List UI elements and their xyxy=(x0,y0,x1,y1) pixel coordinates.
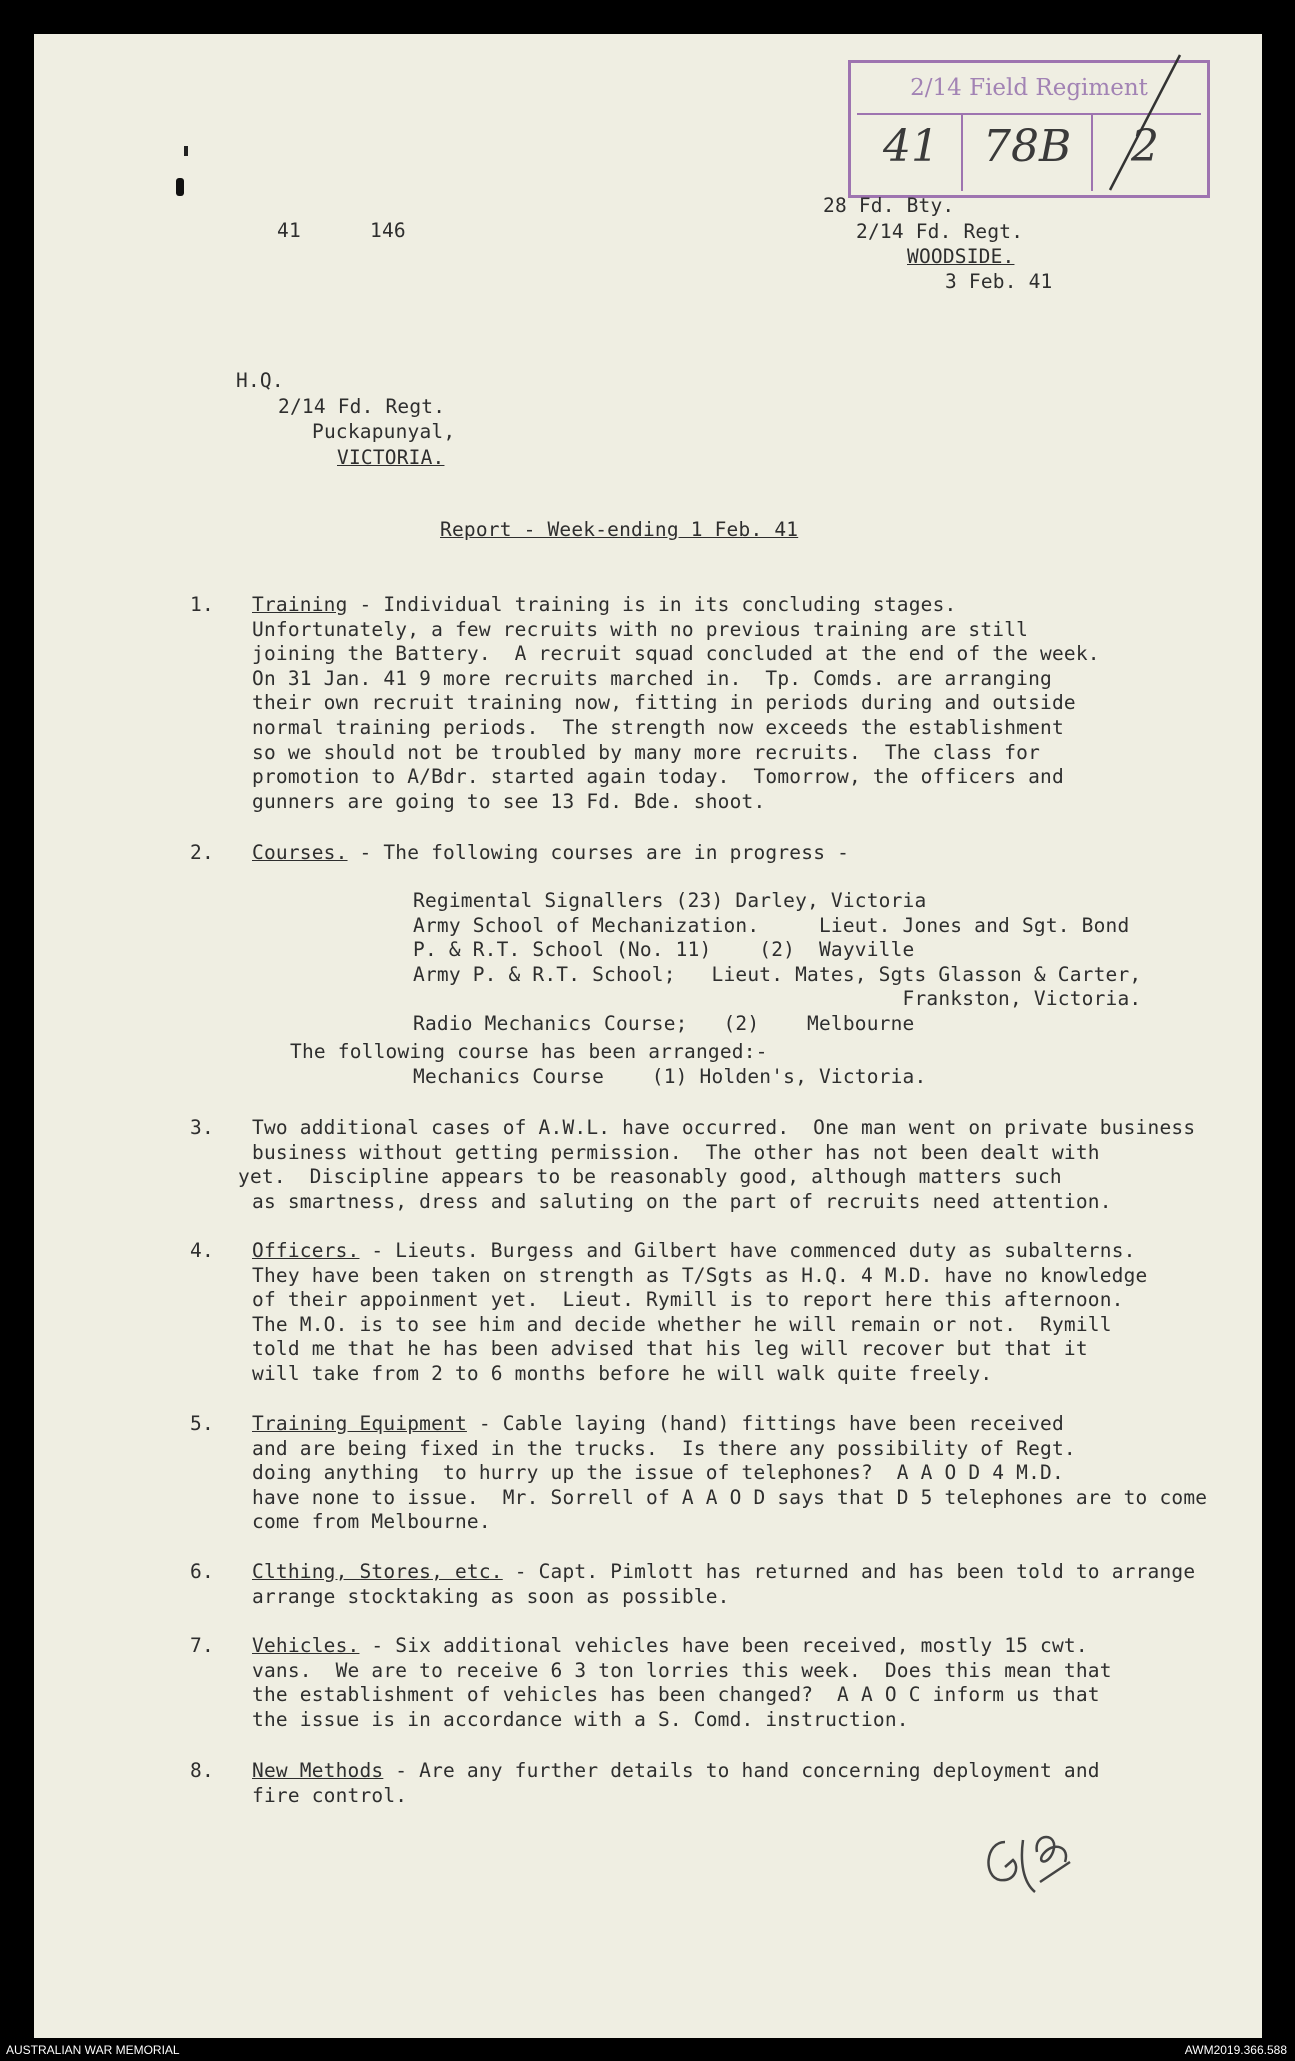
stamp-cell-folio: 2 xyxy=(1131,121,1159,172)
paragraph-line: - Capt. Pimlott has returned and has been told to arrange xyxy=(502,1560,1196,1583)
paragraph-line: doing anything to hurry up the issue of telephones? A A O D 4 M.D. xyxy=(252,1461,1064,1485)
paragraph-line: The M.O. is to see him and decide whether he will remain or not. Rymill xyxy=(252,1312,1112,1336)
stamp-cell-number: 78B xyxy=(983,121,1072,172)
paragraph-line: and are being fixed in the trucks. Is there any possibility of Regt. xyxy=(252,1436,1076,1460)
paragraph-number: 8. xyxy=(190,1759,214,1782)
paragraph-heading: New Methods xyxy=(252,1759,384,1782)
paragraph-heading: Courses. xyxy=(252,841,348,864)
paragraph-line: will take from 2 to 6 months before he will walk quite freely. xyxy=(252,1361,993,1385)
paragraph-line: - Lieuts. Burgess and Gilbert have commenced duty as subalterns. xyxy=(359,1239,1136,1262)
paragraph-line: the issue is in accordance with a S. Comd. instruction. xyxy=(252,1707,909,1731)
paragraph-line: On 31 Jan. 41 9 more recruits marched in. Tp. Comds. are arranging xyxy=(252,666,1052,690)
paragraph-line: - Are any further details to hand concerning deployment and xyxy=(383,1759,1100,1782)
file-reference-2: 146 xyxy=(370,219,406,242)
stamp-separator xyxy=(961,115,963,191)
paragraph-number: 5. xyxy=(190,1412,214,1435)
signature-initials xyxy=(975,1822,1085,1902)
paragraph-line: come from Melbourne. xyxy=(252,1510,491,1534)
paragraph-courses xyxy=(252,841,849,866)
paragraph-line: yet. Discipline appears to be reasonably good, although matters such xyxy=(238,1165,1062,1189)
paragraph-line: vans. We are to receive 6 3 ton lorries this week. Does this mean that xyxy=(252,1658,1112,1682)
footer-institution: AUSTRALIAN WAR MEMORIAL xyxy=(6,2043,180,2057)
course-item: Radio Mechanics Course; (2) Melbourne xyxy=(413,1011,915,1035)
paragraph-line: - The following courses are in progress - xyxy=(347,841,850,864)
paragraph-line: as smartness, dress and saluting on the part of recruits need attention. xyxy=(252,1189,1112,1213)
stamp-cell-file: 41 xyxy=(883,121,939,172)
report-title: Report - Week-ending 1 Feb. 41 xyxy=(440,518,799,541)
course-item: Regimental Signallers (23) Darley, Victoria xyxy=(413,889,927,912)
paragraph-training xyxy=(252,593,1100,814)
file-reference-1: 41 xyxy=(277,219,301,242)
sender-date: 3 Feb. 41 xyxy=(945,270,1053,293)
paragraph-heading: Training Equipment xyxy=(252,1412,467,1435)
footer-accession-number: AWM2019.366.588 xyxy=(1184,2043,1287,2057)
paragraph-line: arrange stocktaking as soon as possible. xyxy=(252,1584,730,1608)
paragraph-number: 6. xyxy=(190,1560,214,1583)
sender-location: WOODSIDE. xyxy=(907,245,1015,268)
addressee-place: Puckapunyal, xyxy=(312,420,456,443)
paragraph-line: gunners are going to see 13 Fd. Bde. shoot. xyxy=(252,789,766,813)
paragraph-heading: Clthing, Stores, etc. xyxy=(252,1560,503,1583)
paragraph-line: their own recruit training now, fitting in periods during and outside xyxy=(252,691,1076,715)
paragraph-line: business without getting permission. The other has not been dealt with xyxy=(252,1140,1100,1164)
stamp-header: 2/14 Field Regiment xyxy=(910,75,1148,101)
addressee-state: VICTORIA. xyxy=(337,446,445,469)
paragraph-line: fire control. xyxy=(252,1783,408,1807)
paragraph-vehicles xyxy=(252,1634,1112,1732)
paragraph-line: the establishment of vehicles has been changed? A A O C inform us that xyxy=(252,1683,1100,1707)
paragraph-number: 3. xyxy=(190,1116,214,1139)
paragraph-awl xyxy=(238,1116,1196,1214)
paragraph-training-equipment xyxy=(252,1412,1207,1535)
paragraph-line: joining the Battery. A recruit squad concluded at the end of the week. xyxy=(252,642,1100,666)
paragraph-number: 1. xyxy=(190,593,214,616)
paragraph-new-methods xyxy=(252,1759,1100,1808)
course-item: P. & R.T. School (No. 11) (2) Wayville xyxy=(413,938,915,962)
stamp-pen-stroke xyxy=(1080,50,1190,200)
paragraph-heading: Vehicles. xyxy=(252,1634,360,1657)
paragraph-line: - Six additional vehicles have been received, mostly 15 cwt. xyxy=(359,1634,1088,1657)
paragraph-line: Two additional cases of A.W.L. have occurred. One man went on private business xyxy=(252,1116,1196,1139)
addressee-hq: H.Q. xyxy=(236,369,284,392)
arranged-course: Mechanics Course (1) Holden's, Victoria. xyxy=(413,1065,927,1088)
paragraph-number: 4. xyxy=(190,1239,214,1262)
paragraph-line: of their appoinment yet. Lieut. Rymill is to report here this afternoon. xyxy=(252,1288,1124,1312)
arranged-intro: The following course has been arranged:- xyxy=(290,1040,768,1063)
paragraph-line: promotion to A/Bdr. started again today. Tomorrow, the officers and xyxy=(252,765,1064,789)
paragraph-heading: Officers. xyxy=(252,1239,360,1262)
sender-unit: 28 Fd. Bty. xyxy=(823,194,955,217)
course-item: Army P. & R.T. School; Lieut. Mates, Sgts Glasson & Carter, xyxy=(413,962,1142,986)
paragraph-line: They have been taken on strength as T/Sgts as H.Q. 4 M.D. have no knowledge xyxy=(252,1263,1148,1287)
paragraph-line: so we should not be troubled by many more recruits. The class for xyxy=(252,740,1041,764)
courses-list xyxy=(413,889,1141,1037)
paragraph-line: Unfortunately, a few recruits with no previous training are still xyxy=(252,617,1029,641)
paragraph-line: - Cable laying (hand) fittings have been received xyxy=(466,1412,1064,1435)
course-item: Frankston, Victoria. xyxy=(413,987,1142,1011)
paragraph-line: told me that he has been advised that his leg will recover but that it xyxy=(252,1337,1088,1361)
course-item: Army School of Mechanization. Lieut. Jones and Sgt. Bond xyxy=(413,913,1130,937)
sender-regiment: 2/14 Fd. Regt. xyxy=(856,220,1024,243)
paragraph-number: 2. xyxy=(190,841,214,864)
paragraph-number: 7. xyxy=(190,1634,214,1657)
paragraph-line: have none to issue. Mr. Sorrell of A A O D says that D 5 telephones are to come xyxy=(252,1485,1208,1509)
paragraph-heading: Training xyxy=(252,593,348,616)
paragraph-line: normal training periods. The strength now exceeds the establishment xyxy=(252,715,1064,739)
punch-mark-small xyxy=(184,146,188,156)
paragraph-officers xyxy=(252,1239,1148,1387)
punch-mark-top xyxy=(176,178,184,196)
paragraph-line: - Individual training is in its concluding stages. xyxy=(347,593,957,616)
paragraph-clothing-stores xyxy=(252,1560,1195,1609)
addressee-regiment: 2/14 Fd. Regt. xyxy=(278,395,446,418)
